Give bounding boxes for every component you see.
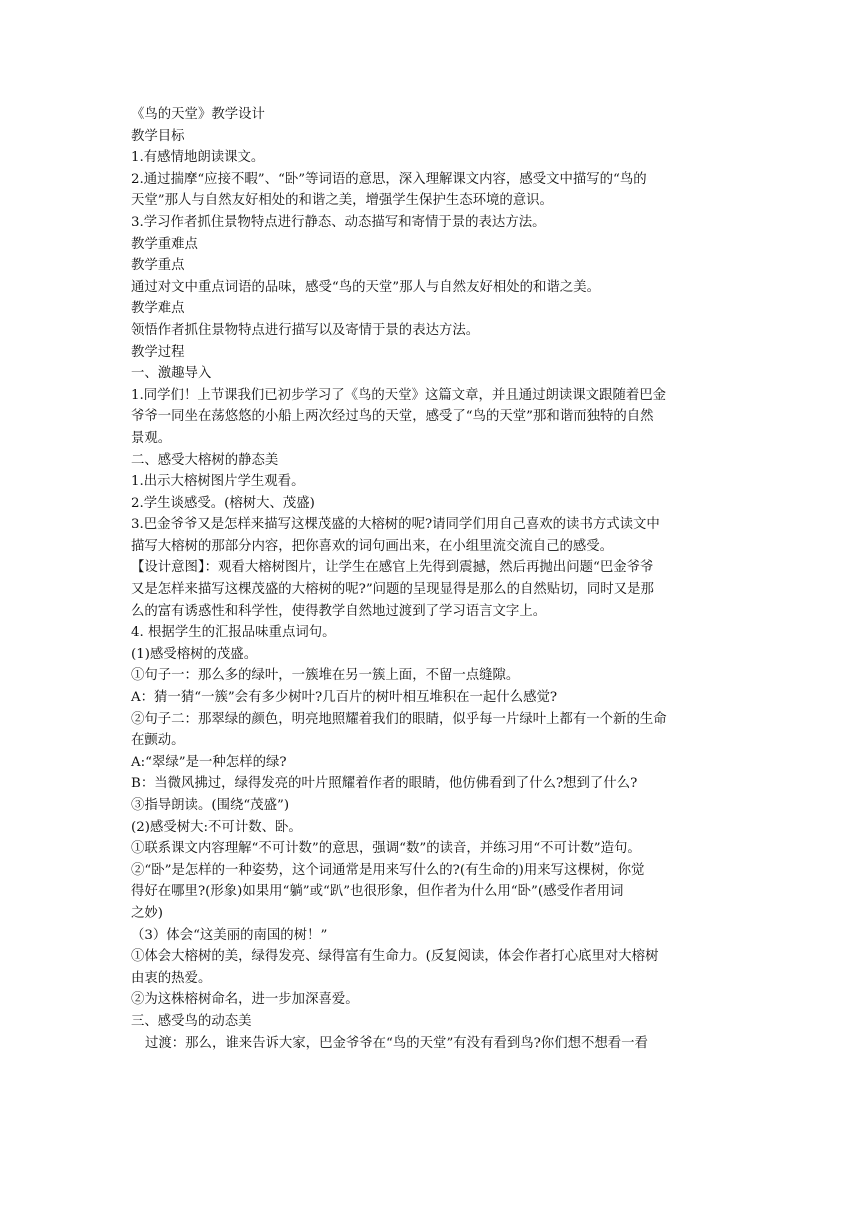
- intro-line-2: 爷爷一同坐在荡悠悠的小船上两次经过鸟的天堂，感受了“鸟的天堂”那和谐而独特的自然: [131, 409, 654, 425]
- step-4: 4. 根据学生的汇报品味重点词句。: [131, 625, 336, 641]
- heading-key-difficult-points: 教学重难点: [131, 236, 198, 252]
- sub-1-heading: (1)感受榕树的茂盛。: [131, 646, 258, 662]
- goal-2-line-2: 天堂”那人与自然友好相处的和谐之美，增强学生保护生态环境的意识。: [131, 193, 553, 209]
- lying-item-line-1: ②“卧”是怎样的一种姿势，这个词通常是用来写什么的?(有生命的)用来写这棵树，你觉: [131, 862, 645, 878]
- goal-2-line-1: 2.通过揣摩“应接不暇”、“卧”等词语的意思，深入理解课文内容，感受文中描写的“鸟的: [131, 171, 647, 187]
- intro-line-3: 景观。: [131, 430, 172, 446]
- intro-line-1: 1.同学们！上节课我们已初步学习了《鸟的天堂》这篇文章，并且通过朗读课文跟随着巴金: [131, 387, 667, 403]
- design-intent-line-3: 么的富有诱惑性和科学性，使得教学自然地过渡到了学习语言文字上。: [131, 603, 547, 619]
- heading-key-points: 教学重点: [131, 258, 185, 274]
- sub-2-heading: (2)感受树大:不可计数、卧。: [131, 819, 302, 835]
- countless-item: ①联系课文内容理解“不可计数”的意思，强调“数”的读音，并练习用“不可计数”造句。: [131, 841, 641, 857]
- document-body: [131, 104, 731, 1054]
- beauty-item-line-2: 由衷的热爱。: [131, 970, 212, 986]
- design-intent-line-2: 又是怎样来描写这棵茂盛的大榕树的呢?”问题的呈现显得是那么的自然贴切，同时又是那: [131, 582, 654, 598]
- heading-difficult-points: 教学难点: [131, 301, 185, 317]
- section-3-heading: 三、感受鸟的动态美: [131, 1013, 252, 1029]
- heading-teaching-process: 教学过程: [131, 344, 185, 360]
- section-2-heading: 二、感受大榕树的静态美: [131, 452, 279, 468]
- step-2: 2.学生谈感受。(榕树大、茂盛): [131, 495, 315, 511]
- step-3-line-2: 描写大榕树的那部分内容，把你喜欢的词句画出来，在小组里流交流自己的感受。: [131, 538, 614, 554]
- guided-reading: ③指导朗读。(围绕“茂盛”): [131, 798, 290, 813]
- sentence-2-line-2: 在颤动。: [131, 733, 185, 749]
- sentence-1: ①句子一：那么多的绿叶，一簇堆在另一簇上面，不留一点缝隙。: [131, 668, 520, 684]
- transition-text: 过渡：那么，谁来告诉大家，巴金爷爷在“鸟的天堂”有没有看到鸟?你们想不想看一看: [145, 1035, 648, 1051]
- question-a-2: A:“翠绿”是一种怎样的绿?: [131, 754, 287, 770]
- goal-3: 3.学习作者抓住景物特点进行静态、动态描写和寄情于景的表达方法。: [131, 214, 546, 230]
- difficult-points-text: 领悟作者抓住景物特点进行描写以及寄情于景的表达方法。: [131, 322, 480, 338]
- naming-item: ②为这株榕树命名，进一步加深喜爱。: [131, 992, 359, 1008]
- question-b: B：当微风拂过，绿得发亮的叶片照耀着作者的眼睛，他仿佛看到了什么?想到了什么?: [131, 776, 638, 792]
- sentence-2-line-1: ②句子二：那翠绿的颜色，明亮地照耀着我们的眼睛，似乎每一片绿叶上都有一个新的生命: [131, 711, 667, 727]
- beauty-item-line-1: ①体会大榕树的美，绿得发亮、绿得富有生命力。(反复阅读，体会作者打心底里对大榕树: [131, 949, 659, 965]
- key-points-text: 通过对文中重点词语的品味，感受“鸟的天堂”那人与自然友好相处的和谐之美。: [131, 279, 600, 295]
- section-1-heading: 一、激趣导入: [131, 366, 212, 382]
- doc-title: 《鸟的天堂》教学设计: [131, 107, 265, 122]
- design-intent-line-1: 【设计意图】：观看大榕树图片，让学生在感官上先得到震撼，然后再抛出问题“巴金爷爷: [131, 560, 654, 576]
- question-a-1: A：猜一猜“一簇”会有多少树叶?几百片的树叶相互堆积在一起什么感觉?: [131, 690, 558, 706]
- sub-3-heading: （3）体会“这美丽的南国的树！”: [131, 927, 328, 943]
- goal-1: 1.有感情地朗读课文。: [131, 150, 265, 166]
- lying-item-line-2: 得好在哪里?(形象)如果用“躺”或“趴”也很形象，但作者为什么用“卧”(感受作者用词: [131, 884, 624, 900]
- heading-teaching-goals: 教学目标: [131, 128, 185, 144]
- step-3-line-1: 3.巴金爷爷又是怎样来描写这棵茂盛的大榕树的呢?请同学们用自己喜欢的读书方式读文中: [131, 517, 660, 533]
- lying-item-line-3: 之妙): [131, 905, 164, 921]
- step-1: 1.出示大榕树图片学生观看。: [131, 474, 305, 490]
